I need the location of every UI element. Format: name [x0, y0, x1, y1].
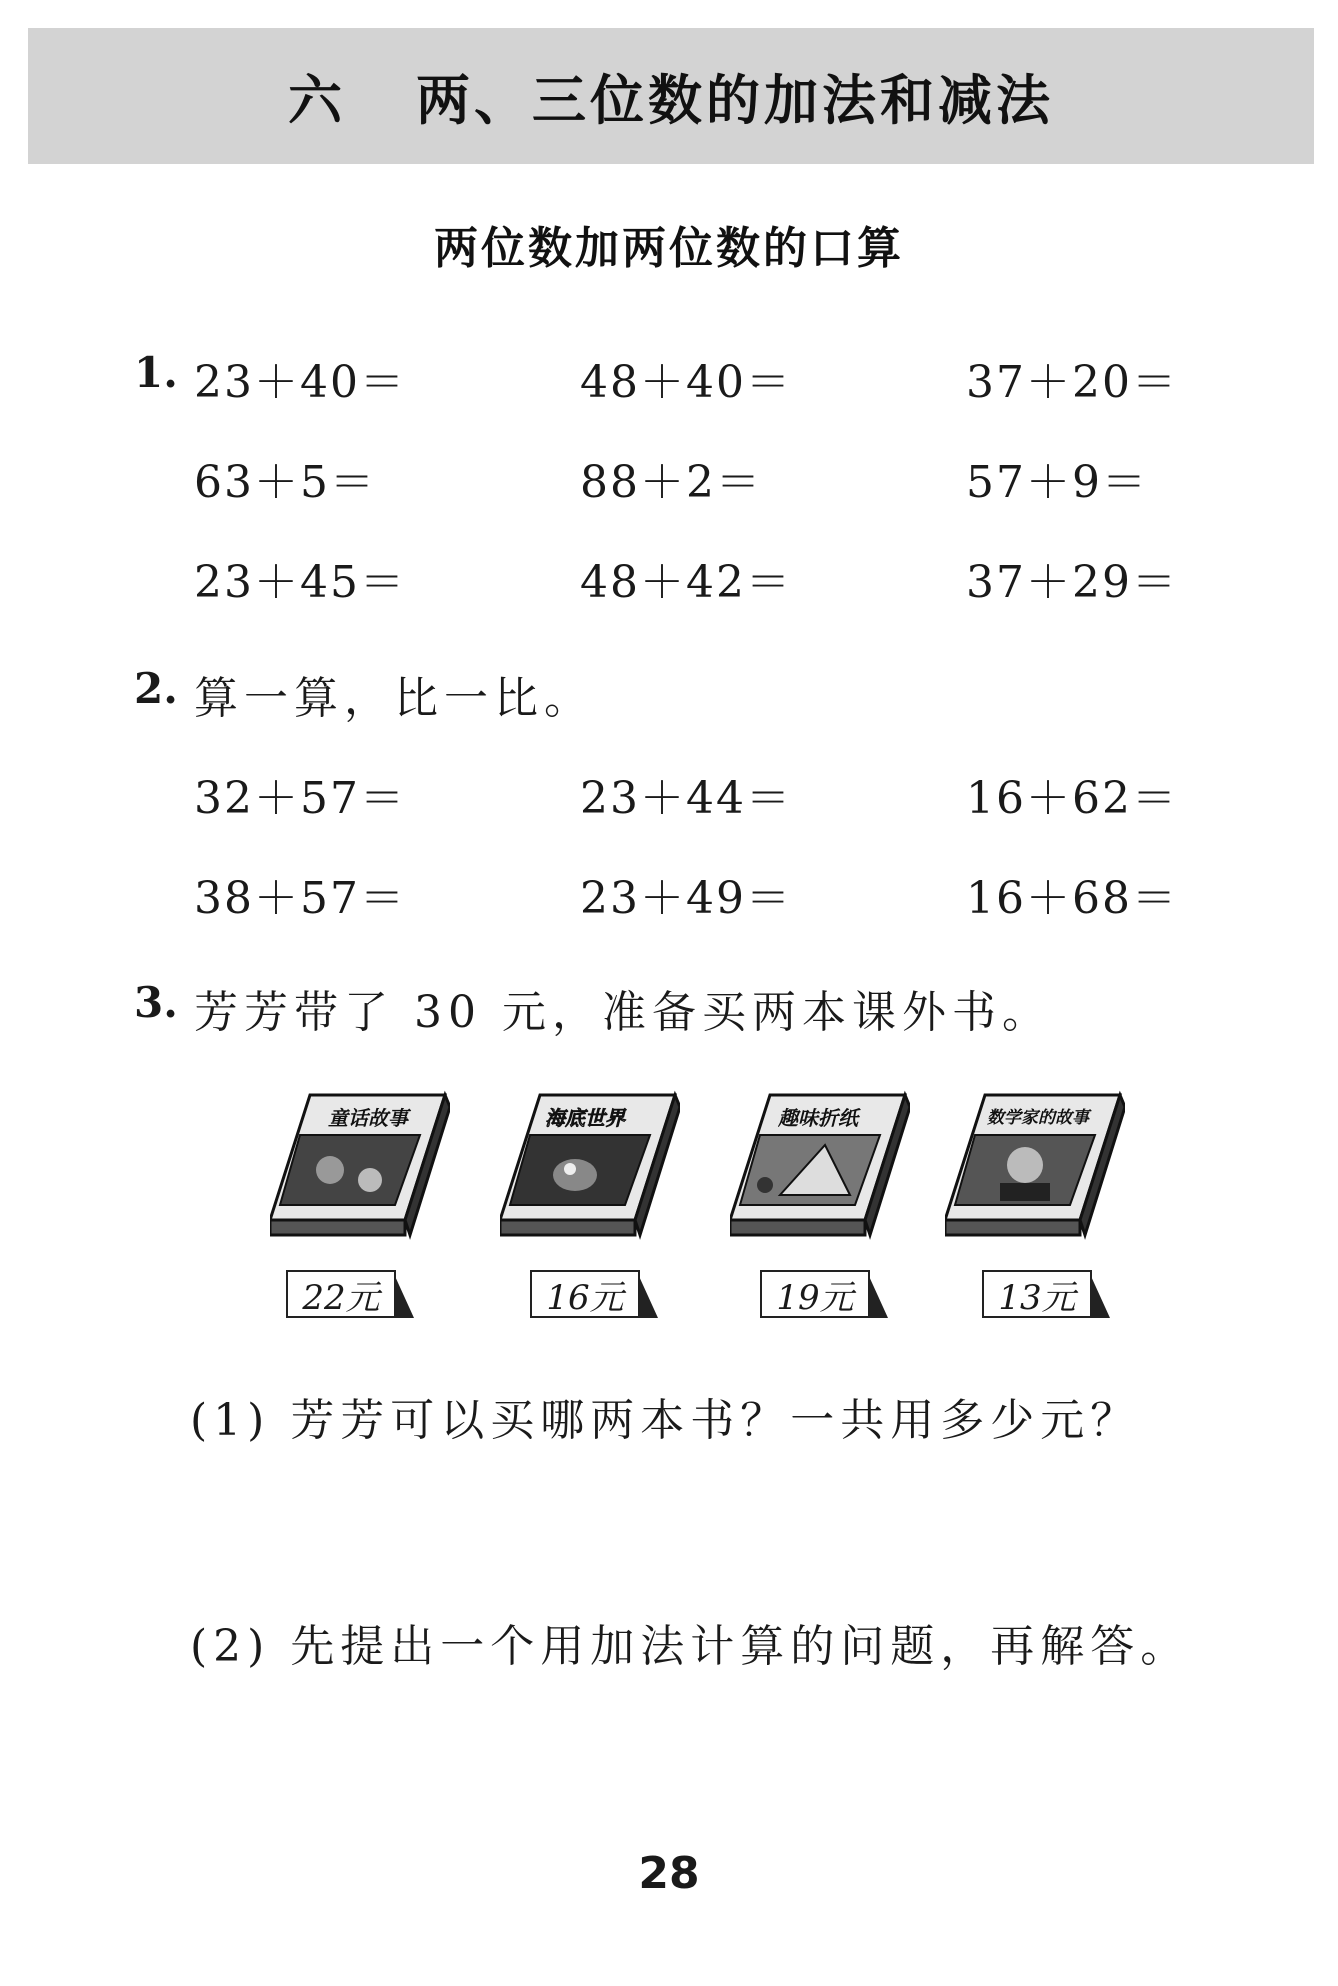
q1-expression: 37＋20＝ [966, 357, 1178, 408]
price-tag [530, 1270, 660, 1320]
book-shelf [270, 1085, 1130, 1345]
book-icon [945, 1085, 1125, 1245]
book-mathematician-stories [945, 1085, 1125, 1245]
book-icon [270, 1085, 450, 1245]
q2-expression: 23＋44＝ [580, 773, 792, 824]
q1-expression: 57＋9＝ [966, 457, 1148, 508]
price-tag [760, 1270, 890, 1320]
q1-expression: 23＋45＝ [194, 557, 406, 608]
chapter-name: 两、三位数的加法和减法 [416, 68, 1054, 132]
q1-expression: 48＋40＝ [580, 357, 792, 408]
book-undersea-world [500, 1085, 680, 1245]
price-tag-stand-icon [1090, 1274, 1110, 1318]
book-icon [500, 1085, 680, 1245]
price-tag-stand-icon [394, 1274, 414, 1318]
book-title: 数学家的故事 [987, 1108, 1089, 1128]
price-label: 16元 [530, 1270, 640, 1318]
q2-expression: 16＋68＝ [966, 873, 1178, 924]
question-3-text: 芳芳带了 30 元，准备买两本课外书。 [194, 987, 1052, 1038]
q1-expression: 88＋2＝ [580, 457, 762, 508]
chapter-title [28, 28, 1314, 164]
question-3-part-2: (2) 先提出一个用加法计算的问题，再解答。 [190, 1621, 1191, 1672]
book-title: 海底世界 [545, 1106, 625, 1130]
price-tag-stand-icon [638, 1274, 658, 1318]
price-label: 13元 [982, 1270, 1092, 1318]
q1-expression: 63＋5＝ [194, 457, 376, 508]
price-label: 22元 [286, 1270, 396, 1318]
q2-expression: 23＋49＝ [580, 873, 792, 924]
question-2-text: 算一算，比一比。 [194, 673, 594, 724]
book-fun-origami [730, 1085, 910, 1245]
q2-expression: 38＋57＝ [194, 873, 406, 924]
book-fairy-tales [270, 1085, 450, 1245]
section-title: 两位数加两位数的口算 [434, 223, 904, 274]
q1-expression: 37＋29＝ [966, 557, 1178, 608]
question-3-part-1: (1) 芳芳可以买哪两本书？一共用多少元？ [190, 1395, 1141, 1446]
page-number: 28 [638, 1848, 700, 1899]
chapter-header [28, 28, 1314, 164]
price-tag-stand-icon [868, 1274, 888, 1318]
chapter-number: 六 [288, 68, 346, 132]
q1-expression: 48＋42＝ [580, 557, 792, 608]
book-title: 趣味折纸 [778, 1106, 858, 1130]
question-1-number: 1. [134, 348, 178, 397]
q2-expression: 32＋57＝ [194, 773, 406, 824]
price-tag [286, 1270, 416, 1320]
question-3-number: 3. [134, 978, 178, 1027]
q2-expression: 16＋62＝ [966, 773, 1178, 824]
book-icon [730, 1085, 910, 1245]
q1-expression: 23＋40＝ [194, 357, 406, 408]
question-2-number: 2. [134, 664, 178, 713]
book-title: 童话故事 [328, 1106, 408, 1130]
price-label: 19元 [760, 1270, 870, 1318]
price-tag [982, 1270, 1112, 1320]
